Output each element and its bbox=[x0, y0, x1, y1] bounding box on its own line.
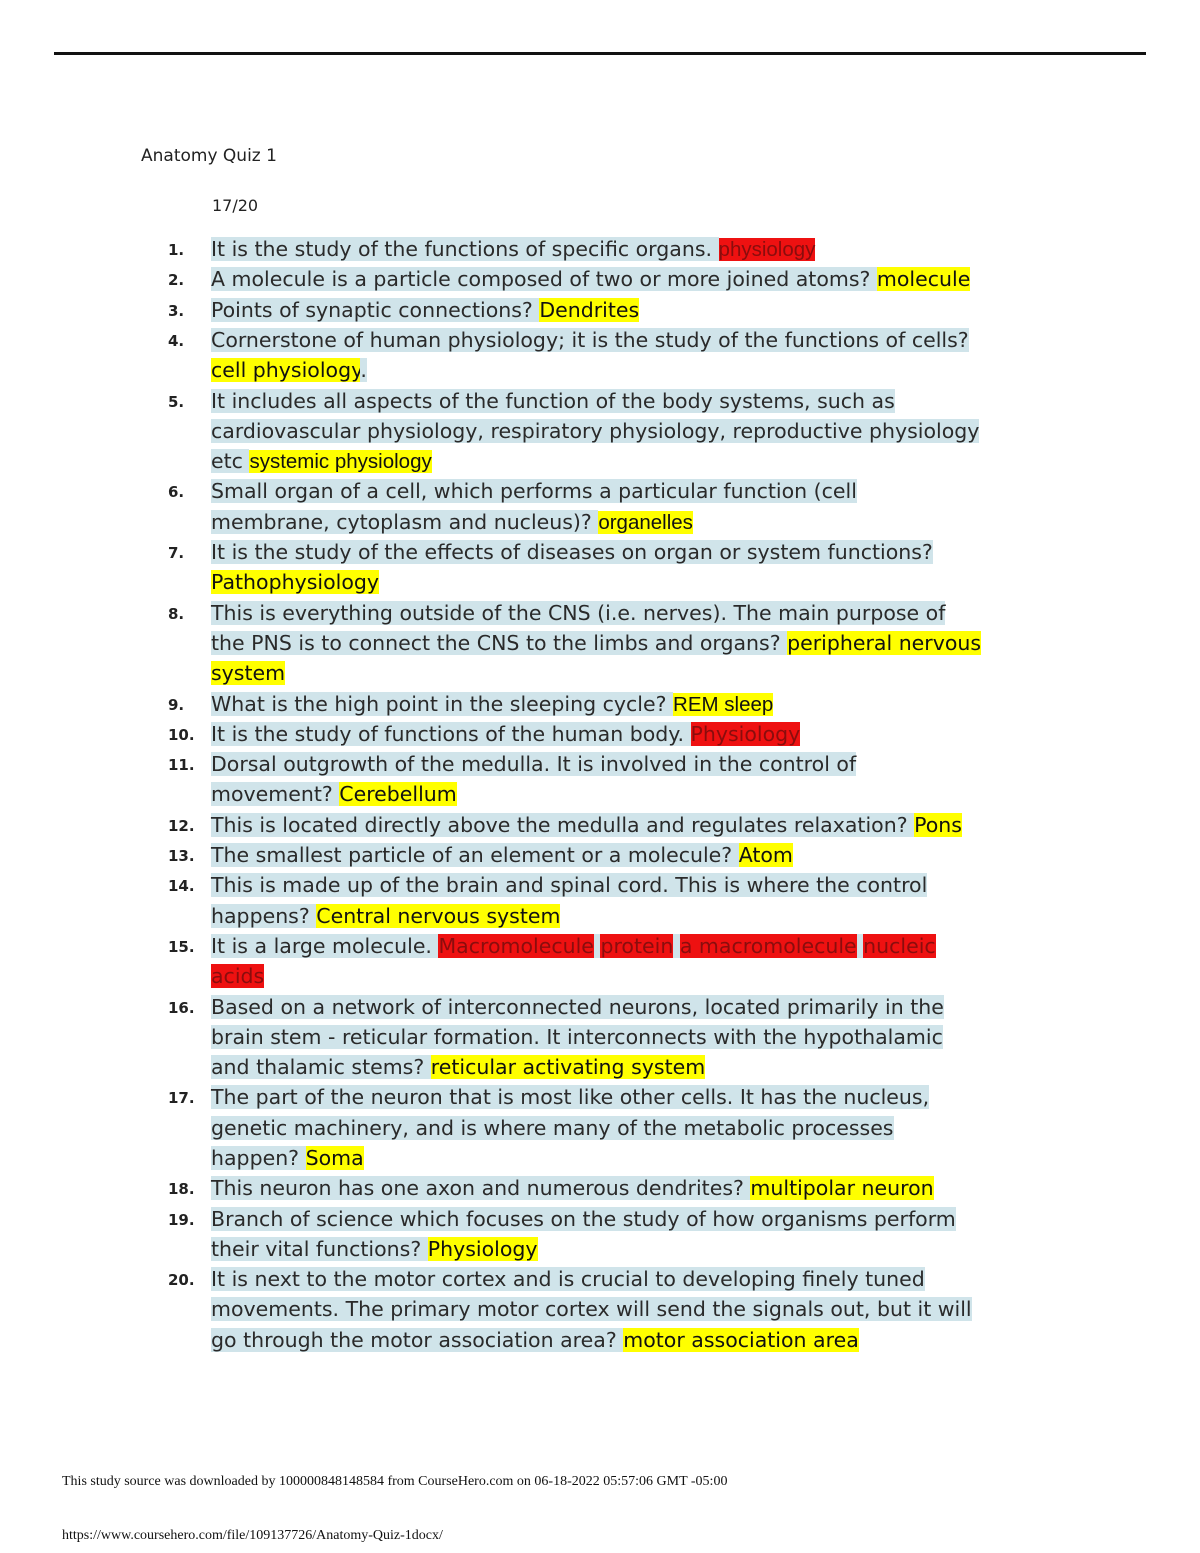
question-line bbox=[211, 567, 379, 597]
question-text: This is located directly above the medulla and regulates relaxation? bbox=[211, 812, 915, 837]
answer-highlight-correct: molecule bbox=[876, 267, 971, 292]
question-text: It includes all aspects of the function of the body systems, such as bbox=[211, 388, 895, 413]
question-line bbox=[211, 719, 800, 749]
question-number: 9. bbox=[168, 695, 185, 714]
question-text: Small organ of a cell, which performs a particular function (cell bbox=[211, 479, 857, 504]
answer-highlight-correct: REM sleep bbox=[673, 692, 774, 716]
question-line bbox=[211, 1294, 972, 1324]
question-number: 10. bbox=[168, 725, 195, 744]
question-line bbox=[211, 779, 457, 809]
question-number: 11. bbox=[168, 756, 195, 775]
question-line bbox=[211, 325, 969, 355]
answer-highlight-correct: motor association area bbox=[623, 1327, 859, 1352]
question-text: their vital functions? bbox=[211, 1236, 428, 1261]
question-text: It is a large molecule. bbox=[211, 933, 439, 958]
question-line bbox=[211, 931, 936, 961]
answer-highlight-incorrect: a macromolecule bbox=[679, 933, 857, 958]
answer-highlight-correct: Atom bbox=[738, 843, 793, 867]
question-line bbox=[211, 1022, 943, 1052]
question-line bbox=[211, 295, 639, 325]
question-number: 20. bbox=[168, 1271, 195, 1290]
question-number: 15. bbox=[168, 937, 195, 956]
answer-highlight-correct: system bbox=[211, 661, 286, 686]
question-text: It is the study of functions of the human body. bbox=[211, 721, 691, 746]
question-text: Dorsal outgrowth of the medulla. It is involved in the control of bbox=[211, 752, 857, 777]
question-line bbox=[211, 1173, 934, 1203]
question-line bbox=[211, 234, 815, 265]
question-text: This neuron has one axon and numerous dendrites? bbox=[211, 1176, 751, 1201]
question-text: Branch of science which focuses on the study of how organisms perform bbox=[211, 1206, 956, 1231]
answer-highlight-correct: Central nervous system bbox=[316, 903, 561, 928]
question-line bbox=[211, 1143, 364, 1173]
answer-highlight-correct: peripheral nervous bbox=[787, 630, 982, 655]
question-text: It is next to the motor cortex and is crucial to developing finely tuned bbox=[211, 1267, 925, 1292]
question-line bbox=[211, 901, 560, 931]
question-number: 19. bbox=[168, 1210, 195, 1229]
question-text: genetic machinery, and is where many of the metabolic processes bbox=[211, 1115, 894, 1140]
question-number: 1. bbox=[168, 241, 185, 259]
question-text: The smallest particle of an element or a molecule? bbox=[211, 843, 739, 867]
question-line bbox=[211, 628, 981, 658]
question-line bbox=[211, 1204, 956, 1234]
question-line bbox=[211, 1052, 705, 1082]
answer-highlight-correct: Pathophysiology bbox=[211, 570, 380, 595]
question-number: 17. bbox=[168, 1089, 195, 1108]
question-line bbox=[211, 416, 979, 446]
question-line bbox=[211, 810, 962, 840]
answer-highlight-correct: reticular activating system bbox=[430, 1055, 706, 1080]
question-line bbox=[211, 507, 693, 538]
question-text: . bbox=[360, 358, 367, 383]
question-text: the PNS is to connect the CNS to the limbs and organs? bbox=[211, 630, 788, 655]
answer-highlight-incorrect: Physiology bbox=[690, 721, 801, 746]
question-line bbox=[211, 1325, 859, 1355]
question-line bbox=[211, 598, 945, 628]
question-text: etc bbox=[211, 449, 250, 474]
question-text: The part of the neuron that is most like other cells. It has the nucleus, bbox=[211, 1085, 930, 1110]
question-text: go through the motor association area? bbox=[211, 1327, 624, 1352]
question-line bbox=[211, 870, 927, 900]
answer-highlight-correct: multipolar neuron bbox=[750, 1176, 934, 1201]
question-number: 7. bbox=[168, 544, 185, 562]
question-text: A molecule is a particle composed of two or more joined atoms? bbox=[211, 267, 877, 292]
question-text: happen? bbox=[211, 1145, 306, 1170]
question-line bbox=[211, 1113, 894, 1143]
question-line bbox=[211, 840, 793, 870]
top-rule bbox=[54, 52, 1146, 55]
question-text: This is everything outside of the CNS (i.e. nerves). The main purpose of bbox=[211, 600, 946, 625]
answer-highlight-correct: cell physiology bbox=[211, 358, 361, 383]
question-number: 18. bbox=[168, 1180, 195, 1199]
question-line bbox=[211, 961, 264, 991]
question-text: movements. The primary motor cortex will send the signals out, but it will bbox=[211, 1297, 972, 1322]
question-line bbox=[211, 749, 856, 779]
question-text bbox=[673, 934, 680, 958]
question-line bbox=[211, 1082, 929, 1112]
question-number: 16. bbox=[168, 998, 195, 1017]
question-text: It is the study of the effects of diseases on organ or system functions? bbox=[211, 540, 933, 564]
question-text: Based on a network of interconnected neurons, located primarily in the bbox=[211, 994, 944, 1019]
question-text: This is made up of the brain and spinal cord. This is where the control bbox=[211, 873, 928, 898]
question-text: brain stem - reticular formation. It interconnects with the hypothalamic bbox=[211, 1024, 943, 1049]
question-text: Points of synaptic connections? bbox=[211, 297, 540, 322]
answer-highlight-correct: Dendrites bbox=[539, 297, 640, 322]
quiz-score: 17/20 bbox=[212, 196, 259, 215]
answer-highlight-correct: Soma bbox=[305, 1145, 364, 1170]
question-text: membrane, cytoplasm and nucleus)? bbox=[211, 509, 599, 534]
answer-highlight-incorrect: protein bbox=[600, 933, 674, 958]
question-line bbox=[211, 992, 944, 1022]
answer-highlight-incorrect: Macromolecule bbox=[438, 933, 594, 958]
question-number: 12. bbox=[168, 816, 195, 835]
question-line bbox=[211, 1264, 925, 1294]
question-number: 6. bbox=[168, 483, 185, 502]
question-line bbox=[211, 264, 970, 294]
question-number: 14. bbox=[168, 877, 195, 896]
source-url[interactable]: https://www.coursehero.com/file/109137726/Anatomy-Quiz-1docx/ bbox=[62, 1528, 443, 1543]
answer-highlight-incorrect: acids bbox=[211, 964, 265, 989]
question-text: and thalamic stems? bbox=[211, 1055, 431, 1080]
question-line bbox=[211, 689, 773, 720]
answer-highlight-incorrect: nucleic bbox=[863, 933, 936, 958]
question-number: 2. bbox=[168, 271, 185, 290]
question-line bbox=[211, 386, 895, 416]
question-text: Cornerstone of human physiology; it is the study of the functions of cells? bbox=[211, 327, 969, 352]
question-text: What is the high point in the sleeping cycle? bbox=[211, 691, 674, 716]
answer-highlight-correct: Pons bbox=[914, 812, 962, 837]
question-line bbox=[211, 1234, 538, 1264]
download-source-note: This study source was downloaded by 100000848148584 from CourseHero.com on 06-18-2022 05:57:06 GMT -05:00 bbox=[62, 1474, 728, 1489]
question-text: movement? bbox=[211, 782, 340, 807]
question-number: 8. bbox=[168, 604, 185, 623]
answer-highlight-incorrect: physiology bbox=[718, 238, 816, 261]
question-line bbox=[211, 446, 432, 477]
question-line bbox=[211, 355, 367, 385]
question-text: It is the study of the functions of specific organs. bbox=[211, 237, 719, 261]
question-line bbox=[211, 476, 857, 506]
question-number: 3. bbox=[168, 301, 185, 320]
question-text: cardiovascular physiology, respiratory physiology, reproductive physiology bbox=[211, 418, 980, 443]
answer-highlight-correct: systemic physiology bbox=[249, 450, 432, 474]
question-line bbox=[211, 658, 285, 688]
document-title: Anatomy Quiz 1 bbox=[141, 146, 277, 166]
question-number: 4. bbox=[168, 331, 185, 350]
question-number: 13. bbox=[168, 847, 195, 865]
question-number: 5. bbox=[168, 392, 185, 411]
question-line bbox=[211, 537, 933, 567]
answer-highlight-correct: organelles bbox=[598, 510, 693, 534]
answer-highlight-correct: Physiology bbox=[427, 1236, 538, 1261]
question-text: happens? bbox=[211, 903, 317, 928]
answer-highlight-correct: Cerebellum bbox=[339, 782, 457, 807]
